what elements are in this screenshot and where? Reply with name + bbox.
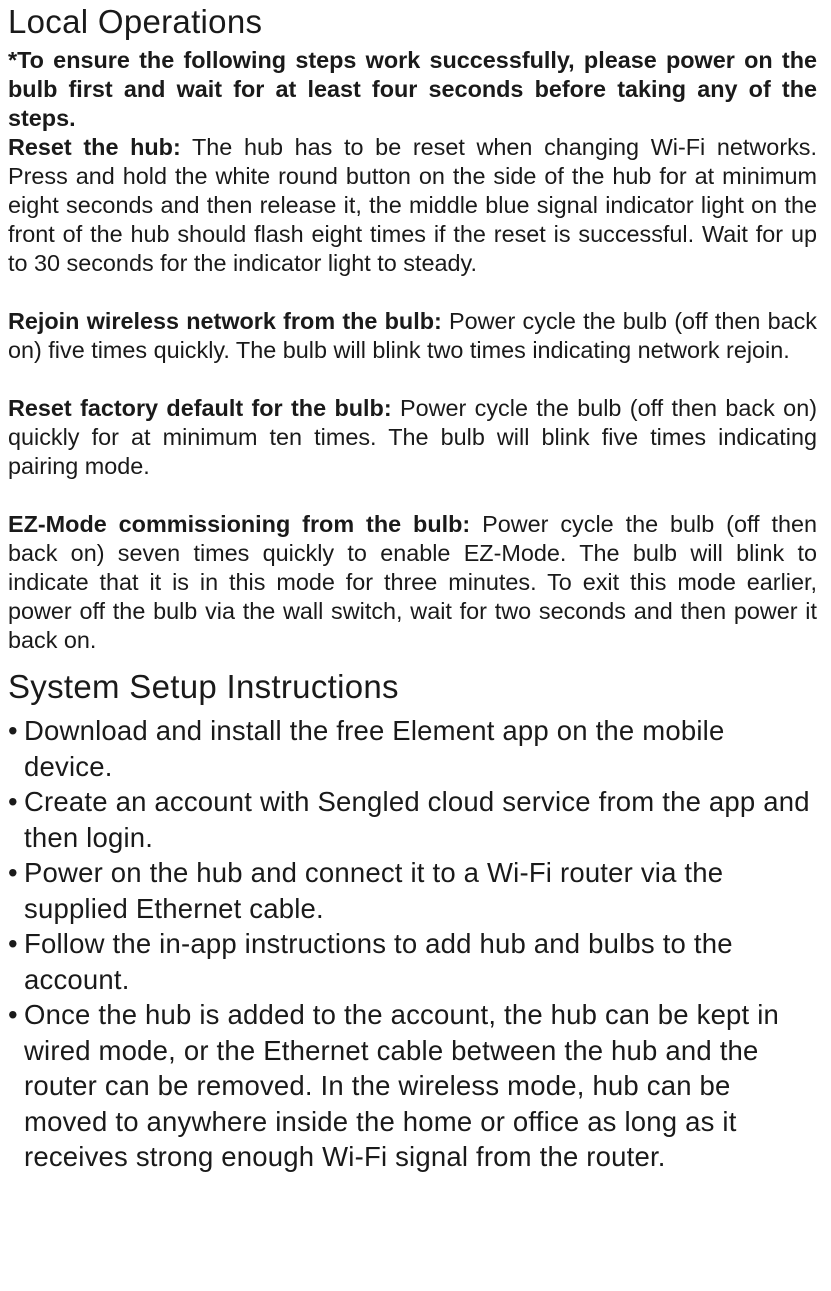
setup-step: [8, 784, 817, 855]
bullet-icon: •: [8, 715, 18, 746]
rejoin-network-paragraph: [8, 307, 817, 365]
factory-reset-paragraph: [8, 394, 817, 481]
reset-hub-paragraph: [8, 133, 817, 278]
bullet-icon: •: [8, 928, 18, 959]
setup-steps-list: [8, 713, 817, 1175]
rejoin-network-text: Power cycle the bulb (off then back on) five times quickly. The bulb will blink two times indicating network rejoin.: [8, 308, 817, 363]
reset-hub-text: The hub has to be reset when changing Wi-Fi networks. Press and hold the white round button on the side of the hub for at minimum eight seconds and then release it, the middle blue signal indicator light on the front of the hub should flash eight times if the reset is successful. Wait for up to 30 seconds for the indicator light to steady.: [8, 134, 817, 276]
power-on-notice: *To ensure the following steps work successfully, please power on the bulb first and wait for at least four seconds before taking any of the steps.: [8, 47, 817, 131]
factory-reset-lead: Reset factory default for the bulb:: [8, 395, 392, 421]
rejoin-network-lead: Rejoin wireless network from the bulb:: [8, 308, 442, 334]
setup-step: [8, 997, 817, 1175]
system-setup-heading: System Setup Instructions: [8, 668, 399, 705]
setup-step-text: Create an account with Sengled cloud service from the app and then login.: [24, 786, 810, 853]
ez-mode-paragraph: [8, 510, 817, 655]
setup-step-text: Follow the in-app instructions to add hub and bulbs to the account.: [24, 928, 733, 995]
bullet-icon: •: [8, 999, 18, 1030]
bullet-icon: •: [8, 786, 18, 817]
setup-step-text: Once the hub is added to the account, the hub can be kept in wired mode, or the Ethernet cable between the hub and the router can be removed. In the wireless mode, hub can be moved to anywhere inside the home or office as long as it receives strong enough Wi-Fi signal from the router.: [24, 999, 780, 1172]
local-operations-heading: Local Operations: [8, 3, 263, 40]
factory-reset-text: Power cycle the bulb (off then back on) quickly for at minimum ten times. The bulb will blink five times indicating pairing mode.: [8, 395, 817, 479]
setup-step: [8, 926, 817, 997]
setup-step: [8, 855, 817, 926]
setup-step: [8, 713, 817, 784]
ez-mode-lead: EZ-Mode commissioning from the bulb:: [8, 511, 471, 537]
bullet-icon: •: [8, 857, 18, 888]
reset-hub-lead: Reset the hub:: [8, 134, 181, 160]
setup-step-text: Power on the hub and connect it to a Wi-Fi router via the supplied Ethernet cable.: [24, 857, 724, 924]
ez-mode-text: Power cycle the bulb (off then back on) seven times quickly to enable EZ-Mode. The bulb will blink to indicate that it is in this mode for three minutes. To exit this mode earlier, power off the bulb via the wall switch, wait for two seconds and then power it back on.: [8, 511, 817, 653]
setup-step-text: Download and install the free Element app on the mobile device.: [24, 715, 725, 782]
